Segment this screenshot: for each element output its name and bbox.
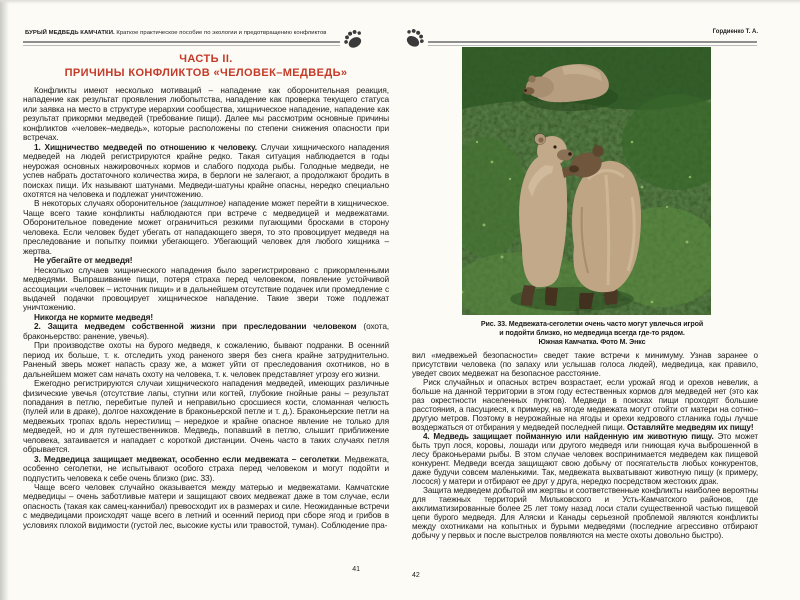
figure-caption-line2: и подойти близко, но медведица всегда где-то рядом.	[499, 329, 685, 337]
bold-text-run: 3. Медведица защищает медвежат, особенно если медвежата – сеголетки	[34, 453, 339, 464]
bold-text-run: 2. Защита медведем собственной жизни при преследовании человеком	[34, 321, 357, 332]
body-column-left	[23, 86, 389, 530]
text-run: Ежегодно регистрируются случаи хищнического нападения медведей, имеющих различные физические увечья (отсутствие лапы, ступни или когтей, глубокие гнойные раны – результат попадания в петлю, перебитые пулей и неправильно сросшиеся кости, сломанная челюсть (пулей или в драке), долгое нахождение в браконьерской петле и т. д.). Браконьерские петли на медвежьих тропах вдоль нерестилищ – нередкое и крайне опасное явление не только для медведей, но и для путешественников. Медведь, попавший в петлю, слышит приближение человека, затаивается и нападает с короткой дистанции. Очень часто в таких случаях петля обрывается.	[23, 378, 389, 455]
part-title-line2: ПРИЧИНЫ КОНФЛИКТОВ «ЧЕЛОВЕК–МЕДВЕДЬ»	[64, 67, 348, 79]
bold-text-run: Оставляйте медведям их пищу!	[626, 423, 754, 432]
figure-caption-line3: Южная Камчатка. Фото М. Энкс	[538, 338, 646, 346]
page-number-42: 42	[412, 572, 420, 579]
paragraph	[23, 143, 389, 200]
text-run: Защита медведем добытой им жертвы и соответственные конфликты наиболее вероятны для таежных территорий Мильковского и Усть-Камчатского районов, где акклиматизированные более 25 лет тому назад лоси стали существенной частью пищевой цепи бурого медведя. Для Аляски и Канады серьезной проблемой являются конфликты между охотниками на копытных и бурыми медведями (последние агрессивно отбирают добычу у первых и после выстрелов появляются на месте охоты довольно быстро).	[412, 486, 758, 540]
author-name: Гордиенко Т. А.	[712, 29, 758, 35]
text-run: . Медвежата, особенно сеголетки, не испытывают особого страха перед человеком и могут подойти и подпустить человека к себе очень близко (рис. 33).	[23, 453, 389, 483]
text-run: Конфликты имеют несколько мотиваций – нападение как оборонительная реакция, нападение как результат проявления любопытства, нападение как проверка текущего статуса или заявка на место в структуре иерархии сообщества, хищническое нападение, нападение как результат прикормки медведей (требование пищи). Далее мы рассмотрим основные причины конфликтов «человек–медведь», которые расположены по степени снижения опасности при встречах.	[23, 85, 389, 143]
body-column-right	[412, 351, 758, 540]
scan-edge-shadow-top	[0, 0, 800, 4]
text-run: Это может быть труп лося, коровы, лошади или другого медведя или гниющая куча выброшенной в лесу браконьерами рыбы. В этом случае человек воспринимается медведем как пищевой конкурент. Медведи всегда защищают свою добычу от посягательств любых конкурентов, даже будучи совсем маленькими. Так, медвежата выхватывают животную пищу (к примеру, лосося) у матери и отбирают ее друг у друга, нередко посредством жестоких драк.	[412, 432, 759, 486]
paw-print-icon	[340, 27, 366, 53]
header-rule-left	[23, 41, 340, 46]
figure-caption	[427, 320, 757, 347]
paragraph	[23, 86, 389, 143]
bold-text-run: Никогда не кормите медведя!	[34, 311, 154, 322]
paragraph	[23, 455, 389, 483]
page-number-41: 41	[352, 566, 360, 573]
text-run: (защитное)	[180, 198, 226, 209]
running-head-book-title: БУРЫЙ МЕДВЕДЬ КАМЧАТКИ.	[25, 30, 115, 36]
text-run: При производстве охоты на бурого медведя, к сожалению, бывают подранки. В осенний период их больше, т. к. отследить уход раненого зверя без снега крайне затруднительно. Раненый зверь может напасть сразу же, а может уйти от преследования охотников, но в дальнейшем может сам начать охоту на человека, т. к. человек представляет угрозу его жизни.	[23, 340, 389, 379]
paragraph	[23, 266, 389, 313]
text-run: (охота, браконьерство: ранение, увечья).	[23, 321, 389, 341]
paragraph	[23, 322, 389, 341]
bold-text-run: Не убегайте от медведя!	[34, 255, 133, 266]
paragraph	[23, 379, 389, 455]
text-run: Чаще всего человек случайно оказывается между матерью и медвежатами. Камчатские медведицы – очень заботливые матери и защищают своих медвежат даже в том случае, если опасность (такая как самец-каннибал) превосходит их в размерах и силе. Неожиданные встречи с медведицами происходят чаще всего в летний и осенний период при сборе ягод и грибов в условиях плохой видимости (густой лес, высокие кусты или травостой, туман). Соблюдение пра-	[23, 482, 389, 530]
paragraph	[412, 351, 758, 378]
text-run: вил «медвежьей безопасности» сведет такие встречи к минимуму. Узнав заранее о присутствии человека (по запаху или услышав голоса людей), медведица, как правило, уведет своих медвежат на безопасное расстояние.	[412, 351, 758, 378]
paragraph	[23, 341, 389, 379]
figure-caption-line1: Рис. 33. Медвежата-сеголетки очень часто могут увлечься игрой	[480, 320, 704, 328]
part-title-line1: ЧАСТЬ II.	[179, 53, 233, 65]
paragraph	[412, 432, 758, 486]
scan-edge-shadow	[0, 0, 9, 600]
running-head-left	[25, 30, 326, 36]
bold-text-run: 1. Хищничество медведей по отношению к человеку.	[34, 141, 257, 152]
text-run: нападение может перейти в хищническое. Чаще всего такие конфликты наблюдаются при встрече с медведицей и медвежатами. Оборонительное поведение может ограничиться резкими пугающими бросками в сторону человека. Если человек будет убегать от нападающего зверя, то это провоцирует медведя на преследование и попытку поимки убегающего. Убегающий человек для любого хищника – жертва.	[23, 198, 389, 256]
text-run: В некоторых случаях оборонительное	[34, 198, 181, 209]
paragraph	[412, 486, 758, 540]
paragraph	[23, 199, 389, 256]
part-title	[23, 52, 389, 80]
running-head-subtitle: Краткое практическое пособие по экологии и предотвращению конфликтов	[114, 30, 327, 36]
paragraph	[23, 483, 389, 530]
text-run: Несколько случаев хищнического нападения было зарегистрировано с прикормленными медведями. Выпрашивание пищи, потеря страха перед человеком, появление устойчивой ассоциации «человек – источник пищи» и в дальнейшем отсутствие подачек или промедление с выдачей подачки провоцирует хищническое нападение. Такие звери тоже подлежат уничтожению.	[23, 264, 389, 313]
text-run: Случаи хищнического нападения медведей на людей регистрируются крайне редко. Такая ситуация наблюдается в годы неурожая основных нажировочных кормов и слабого подхода рыбы. Голодные медведи, не успев набрать достаточного количества жира, в берлоги не залегают, а продолжают бродить в поисках пищи. Их называют шатунами. Медведи-шатуны крайне опасны, нередко специально охотятся на человека и подлежат уничтожению.	[23, 141, 389, 199]
paragraph	[412, 378, 758, 432]
text-run: Риск случайных и опасных встреч возрастает, если урожай ягод и орехов невелик, а больше на данной территории в этом году естественных кормов для медведей нет (это как раз окрестности населенных пунктов). Медведи в поисках пищи проходят большие расстояния, а пасущиеся, к примеру, на ягоде медвежата могут отойти от матери на сотню–другую метров. Поэтому в неурожайные на ягоды и орехи кедрового стланика годы лучше воздержаться от отбирания у медведей последней пищи.	[412, 378, 758, 432]
paw-print-icon	[402, 26, 429, 53]
bold-text-run: 4. Медведь защищает пойманную или найденную им животную пищу.	[423, 432, 714, 441]
figure-photo-bear-cubs	[462, 47, 711, 315]
header-rule-right	[428, 41, 757, 46]
